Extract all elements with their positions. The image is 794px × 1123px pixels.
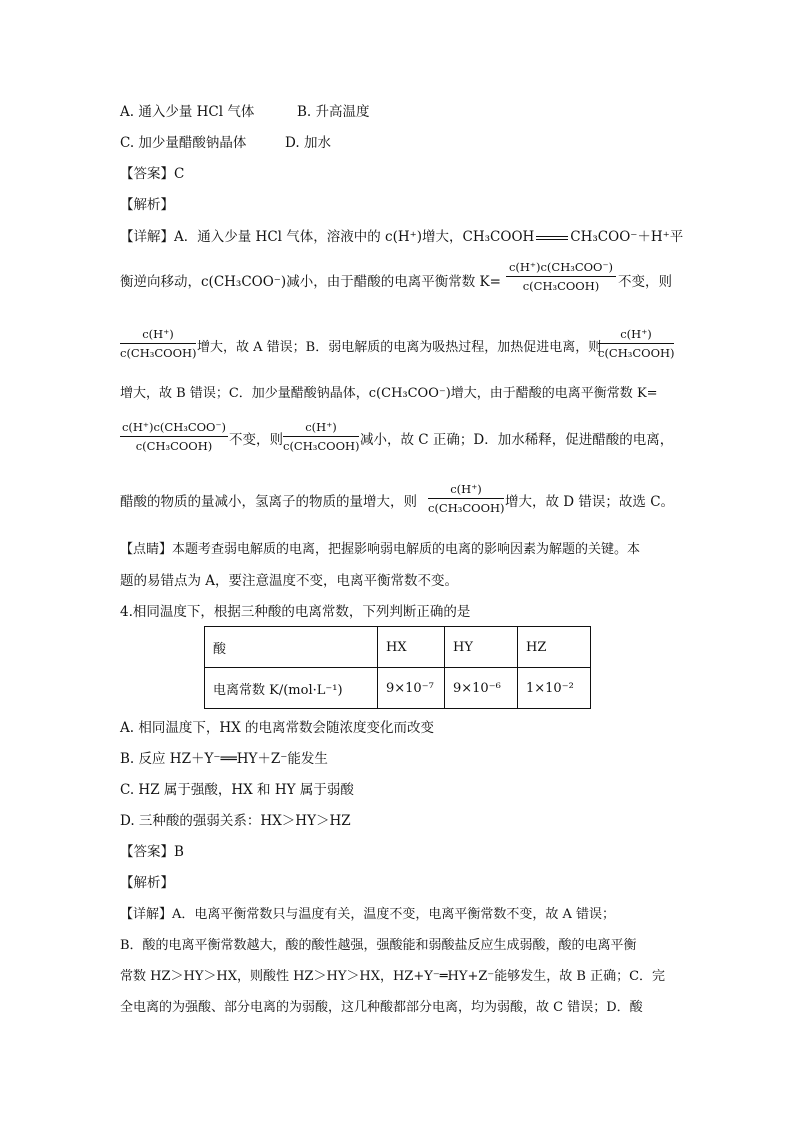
fraction-denominator: c(CH₃COOH) [522, 279, 600, 293]
fraction-numerator: c(H⁺) [450, 482, 482, 496]
fraction-bar [428, 498, 504, 499]
q4-option-c: C. HZ 属于强酸，HX 和 HY 属于弱酸 [120, 782, 354, 798]
q4-analysis-label: 【解析】 [120, 875, 174, 891]
fraction-bar [120, 343, 196, 344]
detail-line-6-tail: 增大，故 D 错误；故选 C。 [505, 494, 675, 510]
detail-line-3: 增大，故 A 错误；B．弱电解质的电离为吸热过程，加热促进电离，则 [197, 340, 602, 355]
analysis-label: 【解析】 [120, 197, 174, 213]
fraction-bar [120, 436, 228, 437]
fraction-denominator: c(CH₃COOH) [428, 501, 505, 515]
q4-detail-line-3: 常数 HZ＞HY＞HX，则酸性 HZ＞HY＞HX，HZ+Y⁻═HY+Z⁻能够发生，故 B 正确；C．完 [120, 969, 666, 984]
table-header-cell: 酸 [205, 627, 378, 668]
q4-answer-label: 【答案】B [120, 844, 184, 860]
answer-label: 【答案】C [120, 166, 185, 182]
detail-text: CH₃COO⁻＋H⁺平 [570, 229, 684, 245]
table-cell: 9×10⁻⁷ [378, 668, 445, 709]
fraction-denominator: c(CH₃COOH) [598, 346, 675, 360]
table-cell: 1×10⁻² [518, 668, 591, 709]
fraction-k [506, 260, 616, 293]
q4-detail-line-4: 全电离的为强酸、部分电离的为弱酸，这几种酸都部分电离，均为弱酸，故 C 错误；D．酸 [120, 1000, 643, 1015]
fraction-k [120, 420, 228, 453]
table-cell: 9×10⁻⁶ [445, 668, 518, 709]
detail-line-6: 醋酸的物质的量减小，氢离子的物质的量增大，则 [120, 494, 417, 510]
detail-line-1 [120, 227, 684, 247]
q4-option-b: B. 反应 HZ＋Y⁻══HY＋Z⁻能发生 [120, 751, 328, 767]
fraction-ratio [428, 482, 504, 515]
option-d-text: D. 加水 [285, 135, 331, 151]
fraction-denominator: c(CH₃COOH) [120, 346, 197, 360]
fraction-denominator: c(CH₃COOH) [135, 439, 213, 453]
detail-line-5: 不变，则 [229, 432, 283, 448]
fraction-bar [506, 276, 616, 277]
fraction-bar [598, 343, 674, 344]
equilibrium-arrow-icon [534, 233, 570, 243]
fraction-numerator: c(H⁺) [142, 327, 174, 341]
detail-line-2-tail: 不变，则 [618, 274, 672, 290]
option-a [120, 102, 680, 122]
fraction-numerator: c(H⁺)c(CH₃COO⁻) [508, 260, 614, 274]
q4-option-a: A. 相同温度下，HX 的电离常数会随浓度变化而改变 [120, 720, 435, 736]
detail-text: 【详解】A．通入少量 HCl 气体，溶液中的 c(H⁺)增大，CH₃COOH [120, 229, 535, 245]
table-header-cell: HZ [518, 627, 591, 668]
fraction-ratio [120, 327, 196, 360]
detail-line-5-tail: 减小，故 C 正确；D．加水稀释，促进醋酸的电离， [360, 432, 674, 448]
q4-detail-line-2: B．酸的电离平衡常数越大，酸的酸性越强，强酸能和弱酸盐反应生成弱酸，酸的电离平衡 [120, 938, 637, 953]
detail-line-2: 衡逆向移动，c(CH₃COO⁻)减小，由于醋酸的电离平衡常数 K= [120, 274, 501, 290]
option-c [120, 133, 680, 153]
key-point-line-1: 【点睛】本题考查弱电解质的电离，把握影响弱电解质的电离的影响因素为解题的关键。本 [120, 542, 641, 557]
ionization-constant-table [204, 626, 591, 709]
key-point-line-2: 题的易错点为 A，要注意温度不变，电离平衡常数不变。 [120, 573, 459, 589]
fraction-numerator: c(H⁺) [620, 327, 652, 341]
question-4-stem: 4.相同温度下，根据三种酸的电离常数，下列判断正确的是 [120, 604, 471, 620]
table-header-row [205, 627, 591, 668]
fraction-bar [283, 436, 359, 437]
option-b-text: B. 升高温度 [296, 104, 370, 120]
option-a-text: A. 通入少量 HCl 气体 [120, 104, 255, 120]
fraction-ratio [598, 327, 674, 360]
table-row [205, 668, 591, 709]
detail-line-4: 增大，故 B 错误；C．加少量醋酸钠晶体，c(CH₃COO⁻)增大，由于醋酸的电离平衡常数 K= [120, 386, 658, 401]
q4-option-d: D. 三种酸的强弱关系：HX＞HY＞HZ [120, 813, 351, 829]
table-header-cell: HY [445, 627, 518, 668]
table-cell: 电离常数 K/(mol·L⁻¹) [205, 668, 378, 709]
fraction-numerator: c(H⁺) [305, 420, 337, 434]
fraction-denominator: c(CH₃COOH) [283, 439, 360, 453]
fraction-ratio [283, 420, 359, 453]
q4-detail-line-1: 【详解】A．电离平衡常数只与温度有关，温度不变，电离平衡常数不变，故 A 错误； [120, 907, 616, 922]
fraction-numerator: c(H⁺)c(CH₃COO⁻) [121, 420, 227, 434]
option-c-text: C. 加少量醋酸钠晶体 [120, 135, 247, 151]
table-header-cell: HX [378, 627, 445, 668]
